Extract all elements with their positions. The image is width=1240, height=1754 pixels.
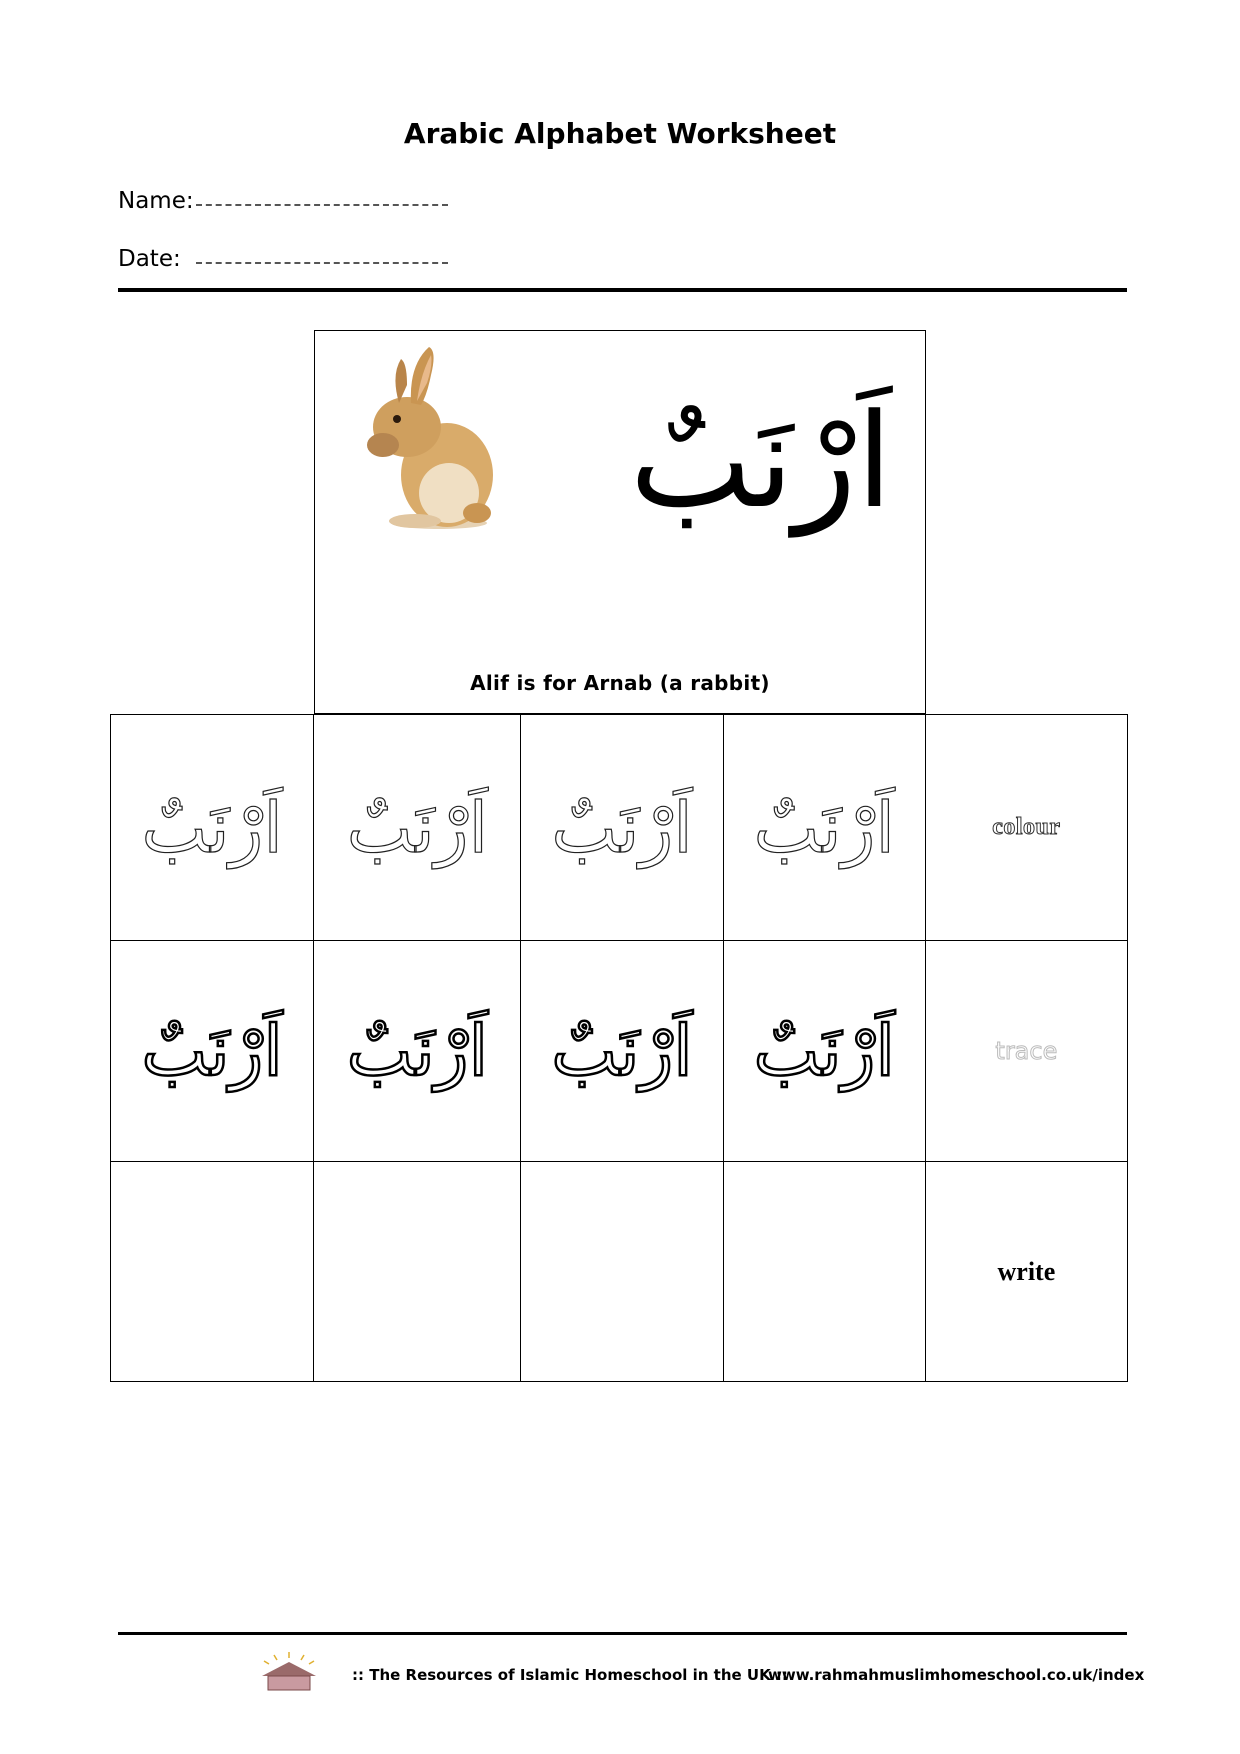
trace-label-cell	[925, 941, 1127, 1162]
arabic-word: اَرْنَبٌ	[629, 385, 893, 537]
dotted-word[interactable]: اَرْنَبٌ	[141, 1010, 283, 1092]
footer-text: :: The Resources of Islamic Homeschool in the UK ::	[352, 1666, 788, 1684]
name-line[interactable]	[196, 204, 448, 206]
trace-cell[interactable]	[111, 941, 314, 1162]
outline-word[interactable]: اَرْنَبٌ	[753, 786, 895, 869]
header-divider	[118, 288, 1127, 292]
colour-row	[111, 715, 1128, 941]
date-line[interactable]	[196, 262, 448, 264]
practice-grid	[110, 714, 1128, 1382]
name-label: Name:	[118, 188, 194, 214]
colour-label: colour	[992, 814, 1061, 840]
homeschool-logo	[256, 1650, 322, 1694]
write-cell[interactable]	[314, 1162, 521, 1382]
name-field[interactable]	[118, 188, 194, 214]
footer-url-link[interactable]: www.rahmahmuslimhomeschool.co.uk/index	[768, 1666, 1145, 1684]
footer-divider	[118, 1632, 1127, 1635]
colour-cell[interactable]	[723, 715, 925, 941]
worksheet-title: Arabic Alphabet Worksheet	[403, 117, 837, 150]
colour-cell[interactable]	[111, 715, 314, 941]
rabbit-image	[351, 345, 501, 535]
picture-caption: Alif is for Arnab (a rabbit)	[470, 671, 770, 695]
outline-word[interactable]: اَرْنَبٌ	[346, 786, 489, 869]
dotted-word[interactable]: اَرْنَبٌ	[551, 1010, 693, 1092]
colour-cell[interactable]	[314, 715, 521, 941]
trace-row	[111, 941, 1128, 1162]
write-cell[interactable]	[723, 1162, 925, 1382]
trace-cell[interactable]	[723, 941, 925, 1162]
write-row	[111, 1162, 1128, 1382]
write-label-cell	[925, 1162, 1127, 1382]
trace-cell[interactable]	[314, 941, 521, 1162]
colour-label-cell	[925, 715, 1127, 941]
dotted-word[interactable]: اَرْنَبٌ	[346, 1010, 489, 1092]
write-label: write	[997, 1256, 1056, 1286]
picture-card	[314, 330, 926, 714]
date-label: Date:	[118, 246, 181, 272]
colour-cell[interactable]	[521, 715, 723, 941]
write-cell[interactable]	[111, 1162, 314, 1382]
date-field[interactable]	[118, 246, 181, 272]
outline-word[interactable]: اَرْنَبٌ	[141, 786, 283, 869]
trace-cell[interactable]	[521, 941, 723, 1162]
write-cell[interactable]	[521, 1162, 723, 1382]
outline-word[interactable]: اَرْنَبٌ	[551, 786, 693, 869]
trace-label: trace	[995, 1037, 1058, 1065]
dotted-word[interactable]: اَرْنَبٌ	[753, 1010, 895, 1092]
